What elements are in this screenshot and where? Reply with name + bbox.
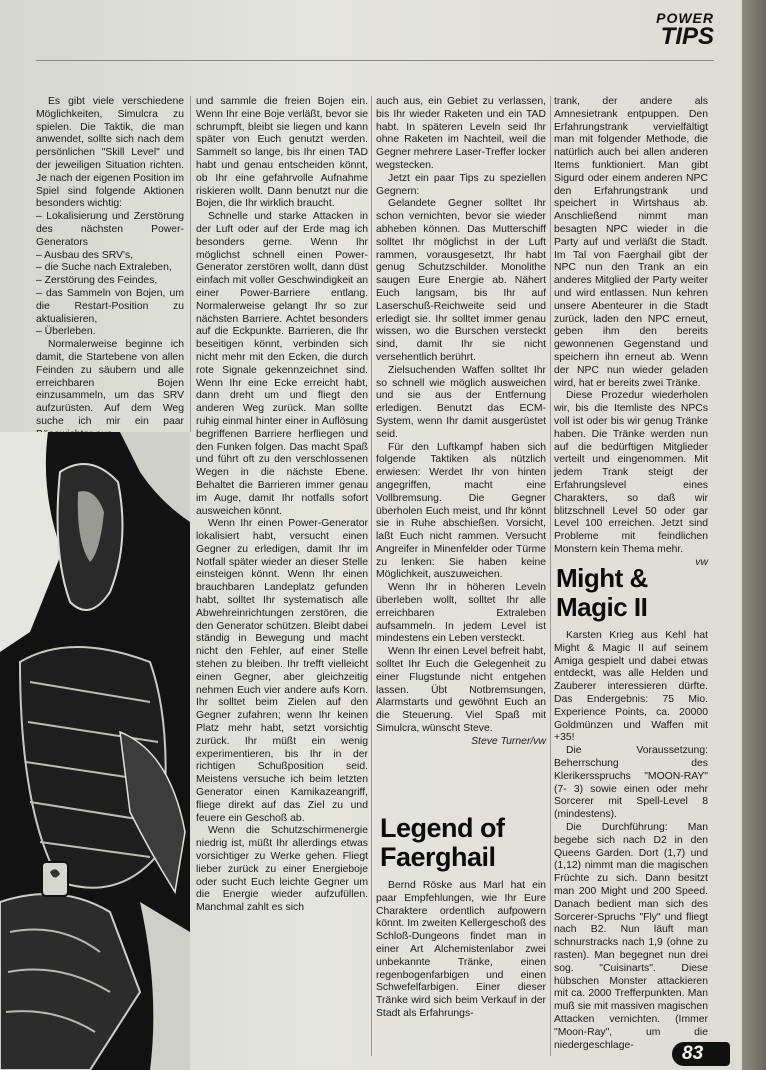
paragraph: Diese Prozedur wiederholen wir, bis die Itemliste des NPCs voll ist oder bis wir genug Tränke haben. Die Tränke werden nun auf die bedürftigen Mitglieder verteilt und eingenommen. Mit jedem Trank steigt der Erfahrungslevel eines Charakters, so daß wir blitzschnell Level 50 oder gar Level 100 erreichen. Jetzt sind Probleme mit feindlichen Monstern kein Thema mehr. — [554, 390, 708, 555]
paragraph: Normalerweise beginne ich damit, die Startebene von allen Feinden zu säubern und alle erreichbaren Bojen einzusammeln, um das SRV aufzurüsten. Auf dem Weg suche ich mir ein paar — [36, 339, 184, 427]
column-divider — [550, 96, 551, 1056]
paragraph: Zielsuchenden Waffen solltet Ihr so schnell wie möglich ausweichen und sie aus der Entfernung erledigen. Benutzt das ECM-System, wenn Ihr damit ausgerüstet seid. — [376, 364, 546, 440]
header-rule — [36, 60, 714, 61]
paragraph: auch aus, ein Gebiet zu verlassen, bis Ihr wieder Raketen und ein TAD habt. In späteren Leveln seid Ihr ohne Raketen im Nachteil, weil die Gegner mehrere Laser-Treffer locker wegstecken. — [376, 96, 546, 171]
paragraph: Wenn Ihr einen Power-Generator lokalisiert habt, versucht einen Gegner zu erledigen, damit Ihr im Notfall später wieder an dieser Stelle einsteigen könnt. Wenn Ihr einen brauchbaren Landeplatz gefunden habt, solltet Ihr systematisch alle Abwehreinrichtungen zerstören, die den Generator schützen. Bleibt dabei ständig in Bewegung und macht nicht den Fehler, auf einer Stelle stehen zu bleiben. Ihr trefft vielleicht einen Gegner, aber gleichzeitig nehmen Euch vier andere aufs Korn. Ihr solltet beim Zielen auf den Gegner zufahren; wenn Ihr keinen Platz mehr habt, setzt vorsichtig zurück. Ihr müßt ein wenig experimentieren, bis Ihr in der richtigen Schußposition seid. Meistens versuche ich beim letzten Generator einen Kamikazeangriff, fliege direkt auf das Ziel zu und feuere ein Geschoß ab. — [196, 518, 368, 824]
paragraph: Die Voraussetzung: Beherrschung des Klerikersspruchs "MOON-RAY" (7- 3) sowie einen oder mehr Sorcerer mit Spell-Level 8 (mindestens). — [554, 745, 708, 821]
column-2 — [196, 96, 368, 1052]
might-and-magic-heading: Might & Magic II — [556, 563, 648, 622]
paragraph: Für den Luftkampf haben sich folgende Taktiken als nützlich erwiesen: Werdet Ihr von hinten angegriffen, macht eine Vollbremsung. Die Gegner überholen Euch meist, und Ihr könnt sie in Ruhe abschießen. Vorsicht, laßt Euch nicht rammen. Versucht Angreifer in Minenfelder oder Türme zu lenken: Sie haben keine Möglichkeit, auszuweichen. — [376, 441, 546, 581]
paragraph: Wenn Ihr in höheren Leveln überleben wollt, solltet Ihr alle erreichbaren Extraleben aufsammeln. In jedem Level ist mindestens ein Leben versteckt. — [376, 582, 546, 645]
author-signature: vw — [695, 556, 708, 568]
column-4 — [554, 96, 708, 568]
author-signature: Steve Turner/vw — [471, 735, 546, 747]
column-divider — [371, 96, 372, 1056]
list-item: – Zerstörung des Feindes, — [36, 275, 158, 287]
paragraph: Jetzt ein paar Tips zu speziellen Gegnern: — [376, 172, 546, 197]
section-header — [656, 10, 714, 48]
paragraph: Wenn Ihr einen Level befreit habt, solltet Ihr Euch die Gelegenheit zu einer Flugstunde nicht entgehen lassen. Übt Notbremsungen, Alarmstarts und gewöhnt Euch an die Steuerung. Viel Spaß mit Simulcra, wünscht Steve. — [376, 646, 546, 735]
column-divider — [190, 96, 191, 432]
list-item: – die Suche nach Extraleben, — [36, 262, 172, 274]
knight-illustration — [0, 432, 190, 1070]
paragraph: Wenn die Schutzschirmenergie niedrig ist, müßt Ihr allerdings etwas vorsichtiger zu Werke gehen. Fliegt lieber zurück zu einer Energieboje oder sucht Euch leichte Gegner um die Energie wieder aufzufüllen. Manchmal zahlt es sich — [196, 825, 368, 914]
list-item: – Lokalisierung und Zerstörung des nächsten Power-Generators — [36, 211, 184, 248]
page-number-badge — [672, 1042, 730, 1066]
list-item: – Ausbau des SRV's, — [36, 249, 134, 261]
paragraph: und sammle die freien Bojen ein. Wenn Ihr eine Boje verläßt, bevor sie schrumpft, bleibt sie liegen und kann später von Euch genutzt werden. Sammelt so lange, bis Ihr einen TAD habt und genau entscheiden könnt, ob Ihr eine gefahrvolle Aufnahme riskieren wollt. Dann benutzt nur die Bojen, die Ihr wirklich braucht. — [196, 96, 368, 210]
page-edge — [742, 0, 766, 1070]
header-power: POWER — [656, 10, 714, 26]
paragraph: Es gibt viele verschiedene Möglichkeiten, Simulcra zu spielen. Die Taktik, die man anwendet, sollte sich nach dem persönlichen "Skill Level" und der jeweiligen Situation richten. Je nach der eigenen Position im Spiel sind folgende Aktionen besonders wichtig: — [36, 96, 184, 210]
might-article — [554, 630, 708, 1056]
paragraph: Karsten Krieg aus Kehl hat Might & Magic II auf seinem Amiga gespielt und dabei etwas entdeckt, was alle Helden und Zauberer interessieren dürfte. Das Endergebnis: 75 Mio. Experience Points, ca. 20000 Goldmünzen und Waffen mit +35! — [554, 630, 708, 744]
paragraph: Gelandete Gegner solltet Ihr schon vernichten, bevor sie wieder abheben können. Das Mutterschiff solltet Ihr möglichst in der Luft rammen, vorausgesetzt, Ihr habt genug Schutzschilder. Monolithe saugen Eure Energie ab. Nähert Euch langsam, bis Ihr auf Laserschuß-Reichweite seid und erledigt sie. Ihr solltet immer genau wissen, wo die Burschen versteckt sind, damit Ihr sie nicht versehentlich berührt. — [376, 198, 546, 363]
page-number: 83 — [682, 1043, 704, 1064]
paragraph: Bernd Röske aus Marl hat ein paar Empfehlungen, wie Ihr Eure Charaktere ordentlich aufpowern könnt. Im zweiten Kellergeschoß des Schloß-Dungeons findet man in einer Art Alchemistenlabor zwei unbekannte Tränke, einen regenbogenfarbigen und einen Schwefelfarbigen. Einer dieser Tränke wird sich beim Verkauf in der Stadt als Erfahrungs- — [376, 880, 546, 1019]
header-tips: TIPS — [660, 23, 714, 50]
list-item: – Überleben. — [36, 326, 96, 338]
column-1 — [36, 96, 184, 426]
column-3 — [376, 96, 546, 786]
paragraph: Die Durchführung: Man begebe sich nach D2 in den Queens Garden. Dort (1,7) und (1,12) nimmt man die magischen Früchte zu sich. Dann besitzt man 200 Might und 200 Speed. Danach bedient man sich des Sorcerer-Spruchs "Fly" und fliegt nach B2. Nun läuft man schnurstracks nach 1,9 (ohne zu rasten). Man begegnet nun drei sog. "Cuisinarts". Diese hübschen Monster attackieren mit ca. 2000 Trefferpunkten. Man muß sie mit massiven magischen Attacken vernichten. (Immer "Moon-Ray", um die niedergeschlage- — [554, 821, 708, 1051]
paragraph: Schnelle und starke Attacken in der Luft oder auf der Erde mag ich besonders gerne. Wenn Ihr möglichst schnell einen Power-Generator zerstören wollt, dann düst einfach mit voller Geschwindigkeit an einer Power-Barriere entlang. Normalerweise gelangt Ihr so zur nächsten Barriere. Achtet besonders auf die Eckpunkte. Barrieren, die Ihr beseitigen könnt, verbinden sich nicht mehr mit den Ecken, die durch rote Signale gekennzeichnet sind. Wenn Ihr eine Ecke erreicht habt, dann dreht um und fliegt den anderen Weg zurück. Man sollte ruhig einmal hinter einer in Auflösung begriffenen Barriere herfliegen und den Funken folgen. Das macht Spaß und führt oft zu den verschlossenen Wegen in die nächste Ebene. Behaltet die Barrieren immer genau im Auge, damit Ihr notfalls sofort ausweichen könnt. — [196, 211, 368, 517]
legend-article — [376, 880, 546, 1056]
list-item: – das Sammeln von Bojen, um die Restart-Position zu aktualisieren, — [36, 287, 184, 325]
paragraph: trank, der andere als Amnesietrank entpuppen. Den Erfahrungstrank vervielfältigt man mit folgender Methode, die natürlich auch bei allen anderen Items funktioniert. Man gibt Sigurd oder einem anderen NPC den Erfahrungstrank und speichert in Wirtshaus ab. Anschließend nimmt man besagten NPC wieder in die Party auf und verläßt die Stadt. Im Tal von Faerghail gibt der NPC nun den Trank an ein anderes Mitglied der Party weiter und wird entlassen. Nun kehren unsere Abenteurer in die Stadt zurück, laden den NPC erneut, geben ihm den bereits gewonnenen Gegenstand und speichern ihn erneut ab. Wenn der NPC nun wieder geladen wird, hat er bereits zwei Tränke. — [554, 96, 708, 389]
legend-of-faerghail-heading: Legend of Faerghail — [380, 813, 505, 872]
